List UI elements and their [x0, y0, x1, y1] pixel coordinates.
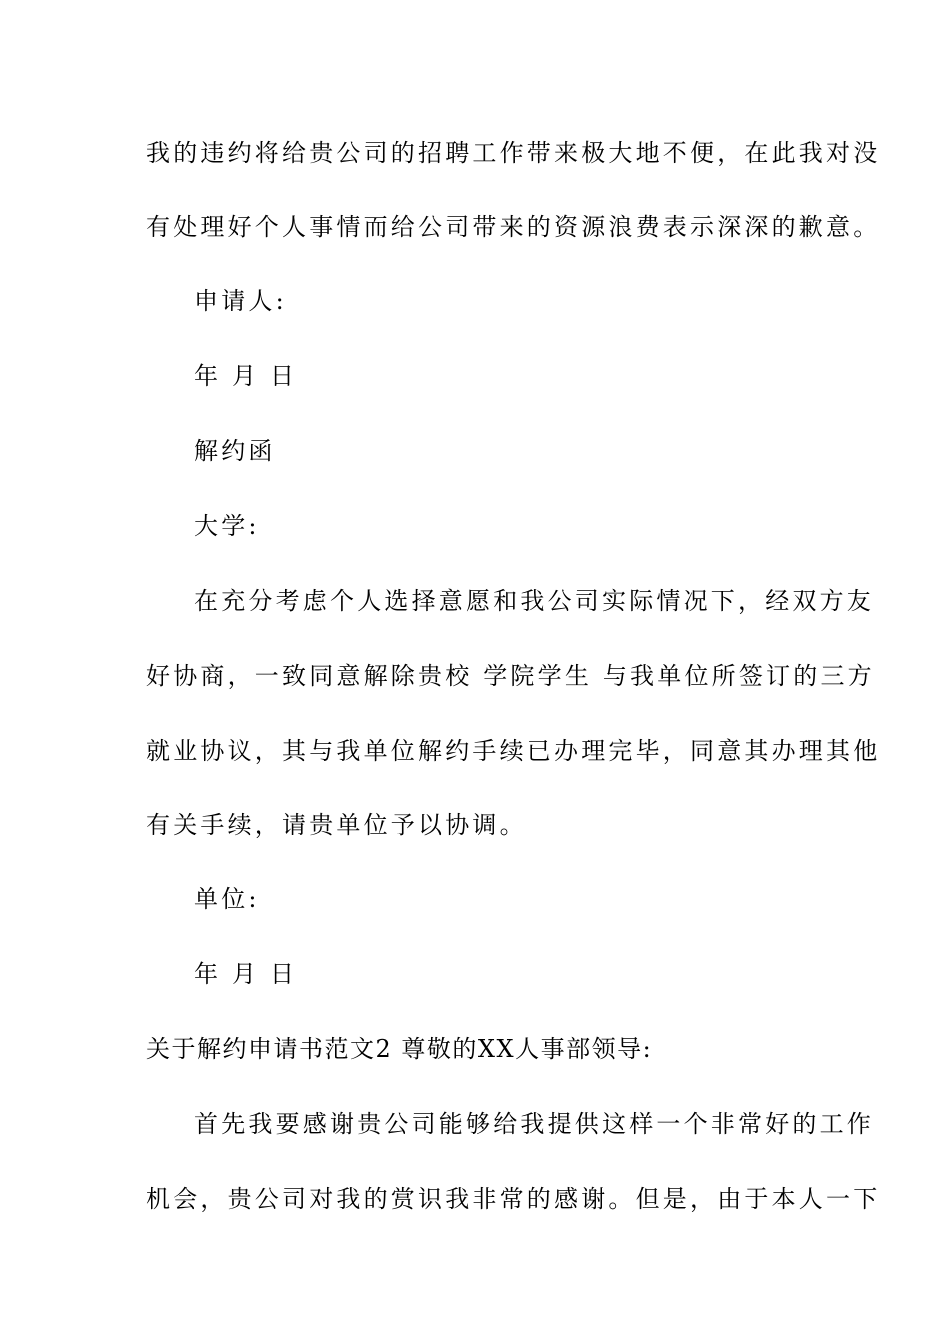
date-placeholder-2: 年 月 日: [194, 960, 298, 988]
applicant-label: 申请人:: [194, 287, 287, 315]
section-heading: 关于解约申请书范文2 尊敬的XX人事部领导:: [146, 1035, 653, 1063]
paragraph-line-4: 好协商，一致同意解除贵校 学院学生 与我单位所签订的三方: [146, 662, 875, 690]
paragraph-line-2: 有处理好个人事情而给公司带来的资源浪费表示深深的歉意。: [146, 213, 881, 241]
date-placeholder: 年 月 日: [194, 362, 298, 390]
paragraph-line-1: 我的违约将给贵公司的招聘工作带来极大地不便，在此我对没: [146, 139, 881, 167]
paragraph-line-5: 就业协议，其与我单位解约手续已办理完毕，同意其办理其他: [146, 737, 881, 765]
termination-letter-title: 解约函: [194, 437, 276, 465]
unit-label: 单位:: [194, 885, 260, 913]
paragraph-line-7: 首先我要感谢贵公司能够给我提供这样一个非常好的工作: [194, 1110, 874, 1138]
recipient-university: 大学:: [194, 512, 260, 540]
paragraph-line-6: 有关手续，请贵单位予以协调。: [146, 811, 527, 839]
paragraph-line-8: 机会，贵公司对我的赏识我非常的感谢。但是，由于本人一下: [146, 1185, 881, 1213]
paragraph-line-3: 在充分考虑个人选择意愿和我公司实际情况下，经双方友: [194, 587, 874, 615]
